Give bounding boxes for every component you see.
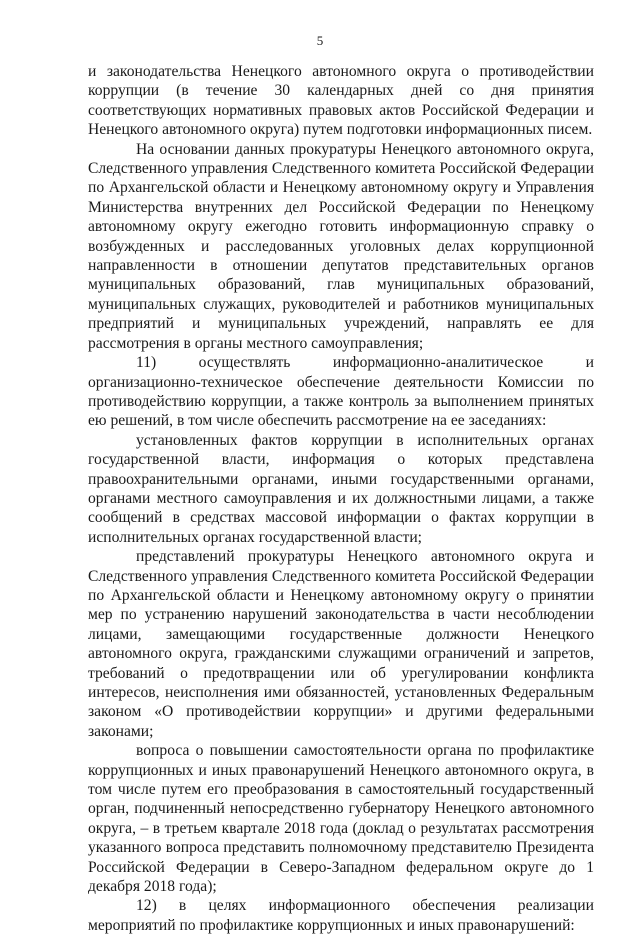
paragraph-agency-independence: вопроса о повышении самостоятельности органа по профилактике коррупционных и иных правонарушений Ненецкого автономного округа, в том числе путем его преобразования в самостоятельный государственный орган, подчиненный непосредственно губернатору Ненецкого автономного округа, – в третьем квартале 2018 года (доклад о результатах рассмотрения указанного вопроса представить полномочному представителю Президента Российской Федерации в Северо-Западном федеральном округе до 1 декабря 2018 года); [88, 742, 594, 896]
document-body [88, 62, 594, 935]
paragraph-item-12: 12) в целях информационного обеспечения реализации мероприятий по профилактике коррупционных и иных правонарушений: [88, 897, 594, 934]
paragraph-legislation-notice: и законодательства Ненецкого автономного округа о противодействии коррупции (в течение 30 календарных дней со дня принятия соответствующих нормативных правовых актов Российской Федерации и Ненецкого автономного округа) путем подготовки информационных писем. [88, 63, 594, 139]
page-number: 5 [316, 33, 324, 48]
paragraph-item-11: 11) осуществлять информационно-аналитическое и организационно-техническое обеспечение деятельности Комиссии по противодействию коррупции, а также контроль за выполнением принятых ею решений, в том числе обеспечить рассмотрение на ее заседаниях: [88, 354, 594, 430]
paragraph-annual-report: На основании данных прокуратуры Ненецкого автономного округа, Следственного управления Следственного комитета Российской Федерации по Архангельской области и Ненецкому автономному округу и Управления Министерства внутренних дел Российской Федерации по Ненецкому автономному округу ежегодно готовить информационную справку о возбужденных и расследованных уголовных делах коррупционной направленности в отношении депутатов представительных органов муниципальных образований, глав муниципальных образований, муниципальных служащих, руководителей и работников муниципальных предприятий и муниципальных учреждений, направлять ее для рассмотрения в органы местного самоуправления; [88, 140, 594, 352]
paragraph-corruption-facts: установленных фактов коррупции в исполнительных органах государственной власти, информация о которых представлена правоохранительными органами, иными государственными органами, органами местного самоуправления и их должностными лицами, а также сообщений в средствах массовой информации о фактах коррупции в исполнительных органах государственной власти; [88, 431, 594, 546]
paragraph-prosecution-submissions: представлений прокуратуры Ненецкого автономного округа и Следственного управления Следственного комитета Российской Федерации по Архангельской области и Ненецкому автономному округу о принятии мер по устранению нарушений законодательства в части несоблюдении лицами, замещающими государственные должности Ненецкого автономного округа, гражданскими служащими ограничений и запретов, требований о предотвращении или об урегулировании конфликта интересов, неисполнения ими обязанностей, установленных Федеральным законом «О противодействии коррупции» и другими федеральными законами; [88, 548, 594, 740]
